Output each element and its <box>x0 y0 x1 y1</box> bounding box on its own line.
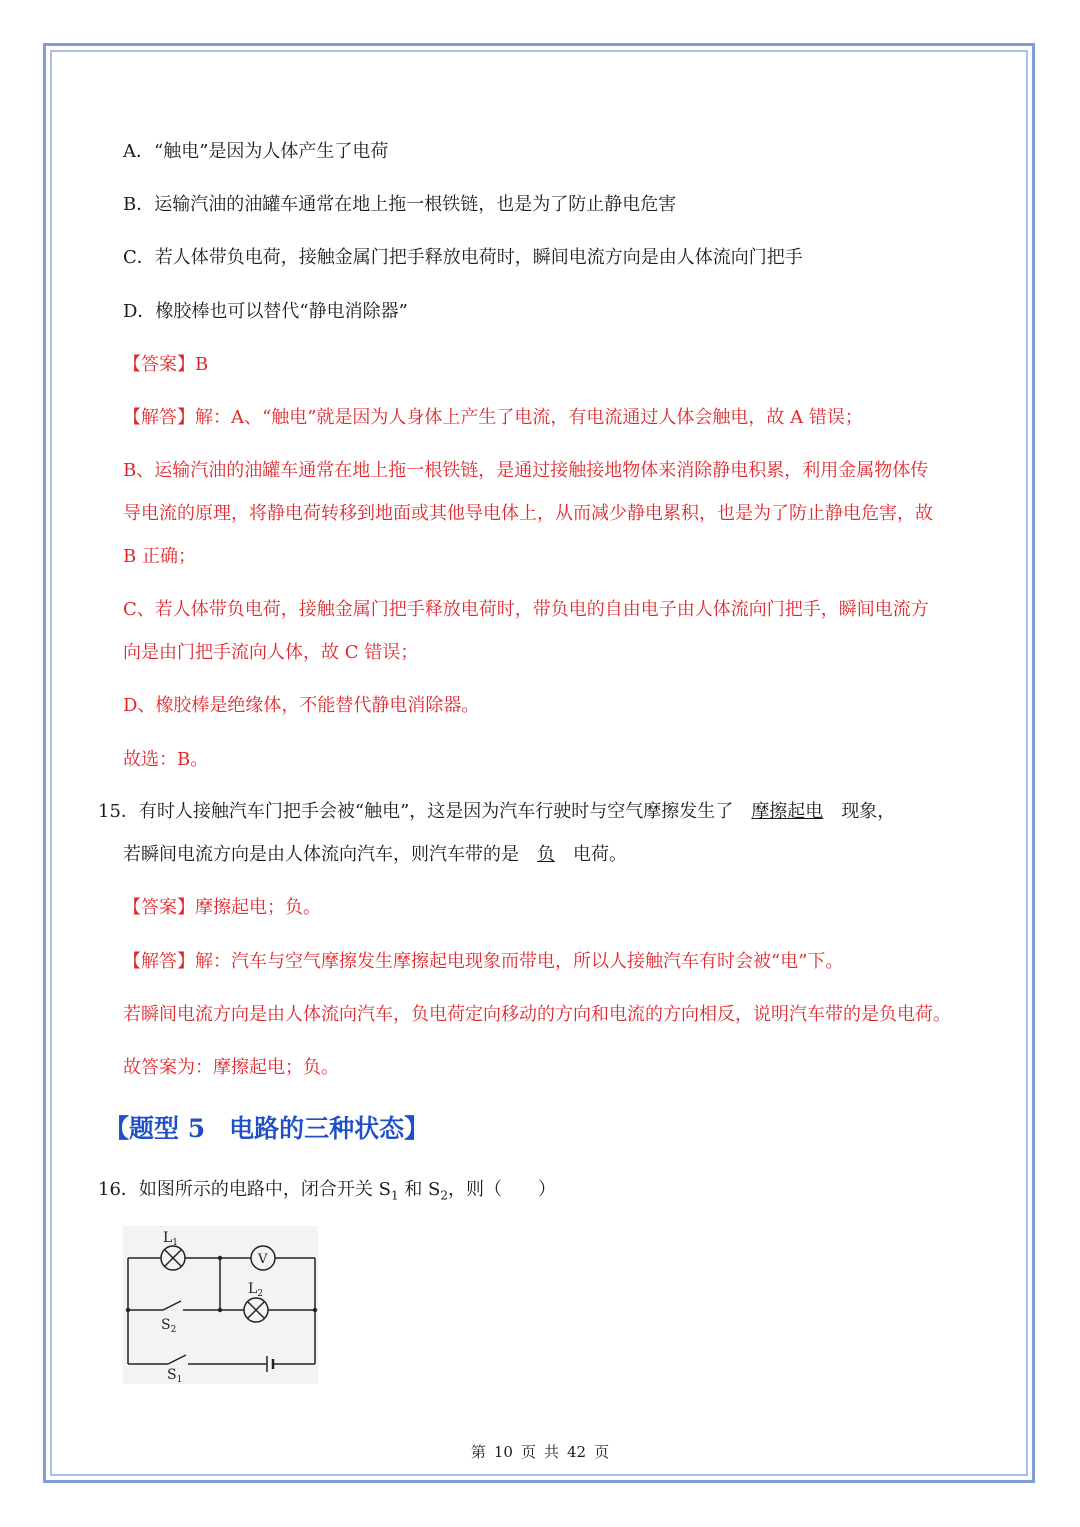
q16-text-c: ，则（ ） <box>448 1179 557 1200</box>
circuit-diagram <box>123 1226 318 1384</box>
q14-analysis-line-4: B 正确； <box>123 546 196 567</box>
q14-analysis-line-5: C、若人体带负电荷，接触金属门把手释放电荷时，带负电的自由电子由人体流向门把手，瞬间电流方 <box>123 599 929 620</box>
label-s2: $S_2$ <box>161 1317 177 1335</box>
q16-sub-1: 1 <box>390 1188 399 1203</box>
q14-analysis-line-1: 【解答】解：A、“触电”就是因为人身体上产生了电流，有电流通过人体会触电，故 A 错误； <box>123 407 863 428</box>
section-label: 【题型 5 <box>104 1114 206 1143</box>
q15-line-1 <box>98 800 895 824</box>
q15-number: 15． <box>98 801 139 822</box>
junction-dot <box>313 1308 317 1312</box>
q15-answer: 【答案】摩擦起电；负。 <box>123 897 321 918</box>
q15-text-2a: 若瞬间电流方向是由人体流向汽车，则汽车带的是 <box>123 844 519 865</box>
q16-stem <box>98 1178 556 1208</box>
q15-text-1a: 有时人接触汽车门把手会被“触电”，这是因为汽车行驶时与空气摩擦发生了 <box>138 801 734 822</box>
q16-number: 16． <box>98 1179 139 1200</box>
label-v: V <box>258 1252 268 1267</box>
q15-conclusion: 故答案为：摩擦起电；负。 <box>123 1057 339 1078</box>
q14-analysis-line-3: 导电流的原理，将静电荷转移到地面或其他导电体上，从而减少静电累积，也是为了防止静电危害，故 <box>123 503 933 524</box>
circuit-svg <box>123 1226 318 1384</box>
footer-pre: 第 <box>470 1443 486 1461</box>
q15-analysis-line-1: 【解答】解：汽车与空气摩擦发生摩擦起电现象而带电，所以人接触汽车有时会被“电”下。 <box>123 951 844 972</box>
junction-dot <box>126 1308 130 1312</box>
q15-text-1b: 现象， <box>841 801 896 822</box>
q14-analysis-line-6: 向是由门把手流向人体，故 C 错误； <box>123 642 419 663</box>
footer-post: 页 <box>594 1443 610 1461</box>
q14-analysis-line-7: D、橡胶棒是绝缘体，不能替代静电消除器。 <box>123 695 480 716</box>
option-c: C．若人体带负电荷，接触金属门把手释放电荷时，瞬间电流方向是由人体流向门把手 <box>123 247 803 268</box>
footer-mid2: 共 <box>544 1443 560 1461</box>
section-heading <box>104 1112 429 1146</box>
switch-s1-icon <box>168 1355 186 1364</box>
section-title: 电路的三种状态】 <box>229 1114 430 1143</box>
option-b: B．运输汽油的油罐车通常在地上拖一根铁链，也是为了防止静电危害 <box>123 194 677 215</box>
q15-line-2 <box>123 843 627 867</box>
label-l2: $L_2$ <box>248 1281 264 1299</box>
footer-mid1: 页 <box>520 1443 536 1461</box>
option-d: D．橡胶棒也可以替代“静电消除器” <box>123 301 408 322</box>
label-l1: $L_1$ <box>163 1230 179 1248</box>
junction-dot <box>218 1256 222 1260</box>
q16-text-b: 和 S <box>398 1179 441 1200</box>
q15-blank-2: 负 <box>537 844 555 865</box>
footer-page-number: 10 <box>493 1443 513 1461</box>
label-s1: $S_1$ <box>167 1367 183 1384</box>
q16-text-a: 如图所示的电路中，闭合开关 S <box>138 1179 391 1200</box>
q15-analysis-line-2: 若瞬间电流方向是由人体流向汽车，负电荷定向移动的方向和电流的方向相反，说明汽车带的是负电荷。 <box>123 1004 951 1025</box>
q14-analysis-line-2: B、运输汽油的油罐车通常在地上拖一根铁链，是通过接触接地物体来消除静电积累，利用金属物体传 <box>123 460 929 481</box>
switch-s2-icon <box>163 1301 181 1310</box>
option-a: A．“触电”是因为人体产生了电荷 <box>123 141 389 162</box>
junction-dot <box>218 1308 222 1312</box>
q14-choice: 故选：B。 <box>123 749 209 770</box>
q14-answer: 【答案】B <box>123 354 209 375</box>
footer-total-pages: 42 <box>567 1443 587 1461</box>
q15-blank-1: 摩擦起电 <box>751 801 824 822</box>
q16-sub-2: 2 <box>440 1188 449 1203</box>
q15-text-2b: 电荷。 <box>573 844 627 865</box>
page-footer <box>0 1442 1080 1462</box>
